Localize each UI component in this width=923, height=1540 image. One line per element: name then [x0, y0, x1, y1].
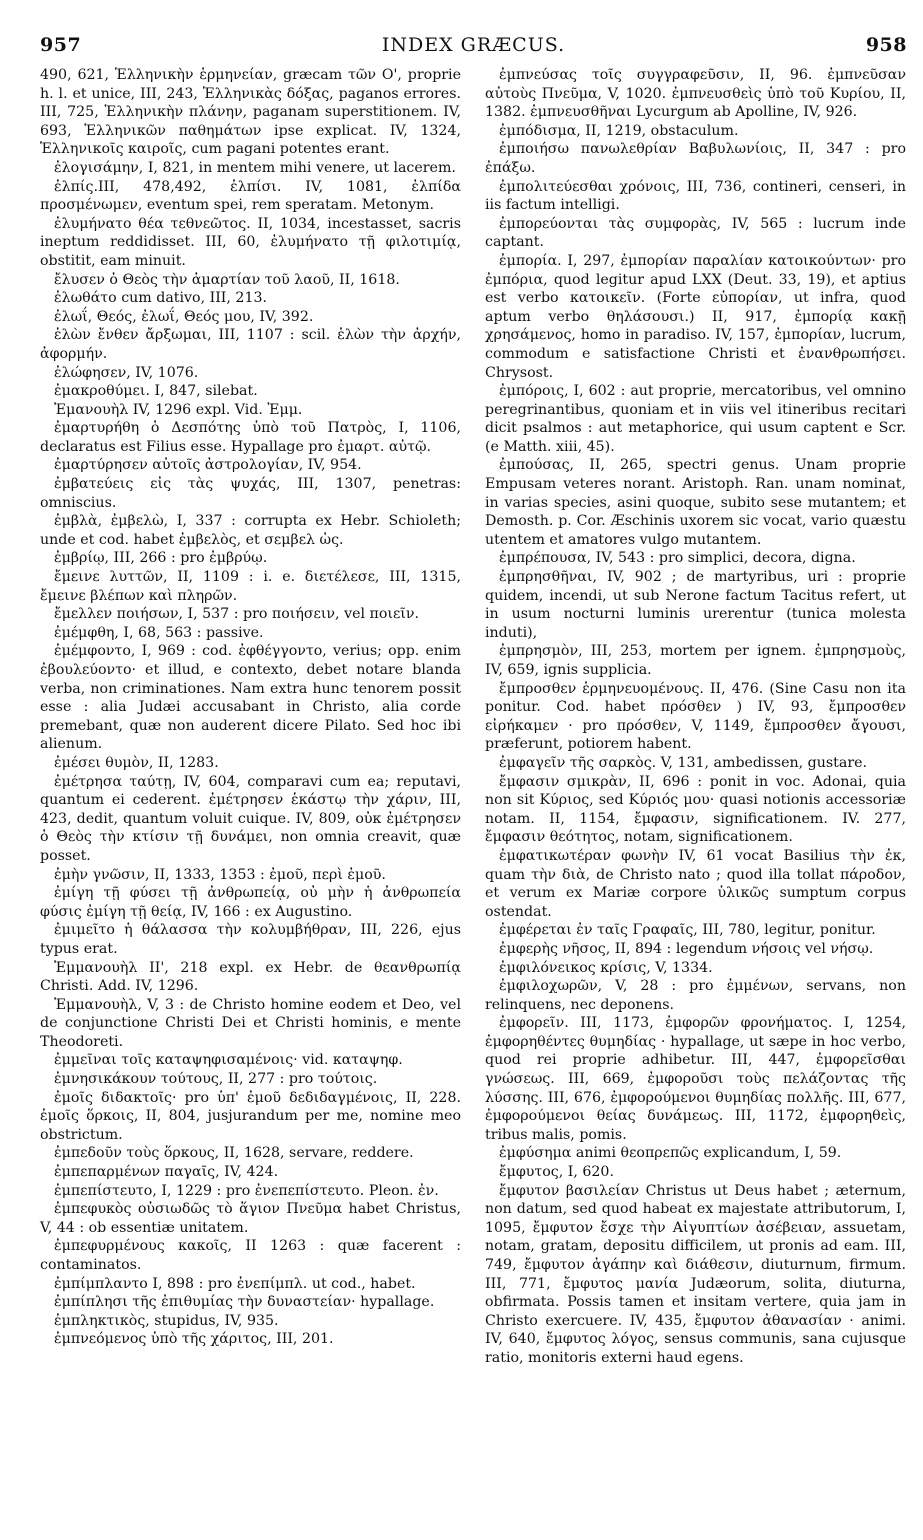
- index-entry: ἐμπρέπουσα, IV, 543 : pro simplici, decora, digna.: [499, 550, 856, 567]
- index-entry: ἐμμεῖναι τοῖς καταψηφισαμένοις· vid. καταψηφ.: [54, 1052, 403, 1069]
- index-entry: Ἐμανουὴλ IV, 1296 expl. Vid. Ἐμμ.: [54, 401, 303, 418]
- index-entry: ἐμαρτυρήθη ὁ Δεσπότης ὑπὸ τοῦ Πατρὸς, I, 1106, declaratus est Filius esse. Hypallage pro ἐμαρτ. αὐτῷ.: [40, 420, 461, 455]
- index-entry: ἐμπρησμὸν, III, 253, mortem per ignem. ἐμπρησμοὺς, IV, 659, ignis supplicia.: [485, 643, 906, 678]
- index-entry: ἐμβατεύεις εἰς τὰς ψυχάς, III, 1307, penetras: omniscius.: [40, 476, 461, 511]
- index-entry: ἐμπίπλησι τῆς ἐπιθυμίας τὴν δυναστείαν· hypallage.: [54, 1294, 435, 1311]
- index-entry: ἐμπρησθῆναι, IV, 902 ; de martyribus, uri : proprie quidem, incendi, ut sub Nerone factum Tacitus refert, ut in usum nocturni luminis urerentur (tunica molesta induti),: [485, 569, 906, 641]
- index-entry: Ἐμμανουὴλ, V, 3 : de Christo homine eodem et Deo, vel de conjunctione Christi Dei et Christi hominis, e mente Theodoreti.: [40, 996, 461, 1050]
- index-entry: ἔλυσεν ὁ Θεὸς τὴν ἁμαρτίαν τοῦ λαοῦ, II, 1618.: [54, 271, 400, 288]
- index-entry: ἐλωθάτο cum dativo, III, 213.: [54, 290, 268, 307]
- page-title: INDEX GRÆCUS.: [381, 34, 566, 56]
- index-entry: ἐμπόδισμα, II, 1219, obstaculum.: [499, 122, 739, 139]
- index-entry: ἐμοῖς διδακτοῖς· pro ὑπ' ἐμοῦ δεδιδαγμένοις, II, 228. ἐμοῖς ὅρκοις, II, 804, jusjurandum per me, nomine meo obstrictum.: [40, 1089, 461, 1143]
- right-column: [485, 66, 906, 1368]
- index-entry: ἐμφορεῖν. III, 1173, ἐμφορῶν φρονήματος. I, 1254, ἐμφορηθέντες θυμηδίας · hypallage, ut sæpe in hoc verbo, quod rei proprie adhibetur. III, 447, ἐμφορεῖσθαι γνώσεως. III, 669, ἐμφοροῦσι τοὺς πελάζοντας τῆς λύσσης. III, 676, ἐμφορούμενοι θυμηδίας πολλῆς. III, 677, ἐμφορούμενοι θείας δυνάμεως. III, 1172, ἐμφορηθεὶς, tribus malis, pomis.: [485, 1015, 906, 1143]
- index-entry: ἐμφιλόνεικος κρίσις, V, 1334.: [499, 959, 713, 976]
- index-entry: ἐμφαγεῖν τῆς σαρκὸς. V, 131, ambedissen, gustare.: [499, 754, 868, 771]
- index-entry: ἐμπεφυρμένους κακοῖς, II 1263 : quæ facerent : contaminatos.: [40, 1238, 461, 1273]
- index-entry: ἐμέσει θυμὸν, II, 1283.: [54, 754, 219, 771]
- index-entry: ἐλυμήνατο θέα τεθνεῶτος. II, 1034, incestasset, sacris ineptum reddidisset. III, 60, ἐλυμήνατο τῇ φιλοτιμίᾳ, obstitit, eam minuit.: [40, 215, 461, 269]
- index-entry: ἐμπορία. I, 297, ἐμπορίαν παραλίαν κατοικούντων· pro ἐμπόρια, quod legitur apud LXX (Deut. 33, 19), et aptius est verbo κατοικεῖν. (Forte εὐπορίαν, ut infra, quod aptum verbo θηλάσουσι.) II, 917, ἐμπορίᾳ κακῇ χρησάμενος, homo in paradiso. IV, 157, ἐμπορίαν, lucrum, commodum e satisfactione Christi et ἐνανθρωπήσει. Chrysost.: [485, 252, 906, 381]
- index-entry: ἐμπεπίστευτο, I, 1229 : pro ἐνεπεπίστευτο. Pleon. ἐν.: [54, 1182, 439, 1199]
- index-entry: ἔμπροσθεν ἑρμηνευομένους. II, 476. (Sine Casu non ita ponitur. Cod. habet πρόσθεν ) IV, 93, ἔμπροσθεν εἰρήκαμεν · pro πρόσθεν, V, 1149, ἔμπροσθεν ἄγουσι, præferunt, potiorem habent.: [485, 680, 906, 753]
- index-entry: ἐμνησικάκουν τούτους, II, 277 : pro τούτοις.: [54, 1071, 378, 1088]
- index-entry: ἐμέμφθη, I, 68, 563 : passive.: [54, 624, 264, 641]
- index-entry: ἐμέτρησα ταύτῃ, IV, 604, comparavi cum ea; reputavi, quantum ei cederent. ἐμέτρησεν ἑκάστῳ τὴν χάριν, III, 423, dedit, quantum voluit cuique. IV, 809, οὐκ ἐμέτρησεν ὁ Θεὸς τὴν κτίσιν τῇ δυνάμει, non omnia creavit, quæ posset.: [40, 773, 461, 864]
- index-entry: ἐμέμφοντο, I, 969 : cod. ἐφθέγγοντο, verius; opp. enim ἐβουλεύοντο· et illud, e contexto, debet notare blanda verba, non criminationes. Nam extra hunc tenorem possit esse : alia Judæi accusabant in Christo, alia corde premebant, quæ non auderent dicere Pilato. Sed hoc ibi alienum.: [40, 643, 461, 753]
- index-entry: ἐμπεφυκὸς οὐσιωδῶς τὸ ἅγιον Πνεῦμα habet Christus, V, 44 : ob essentiæ unitatem.: [40, 1201, 461, 1236]
- index-entry: ἐμακροθύμει. I, 847, silebat.: [54, 383, 258, 400]
- index-entry: ἐμφέρεται ἐν ταῖς Γραφαῖς, III, 780, legitur, ponitur.: [499, 922, 876, 939]
- index-entry: ἔμφυτος, I, 620.: [499, 1164, 614, 1181]
- index-entry: ἔμεινε λυττῶν, II, 1109 : i. e. διετέλεσε, III, 1315, ἔμεινε βλέπων καὶ πληρῶν.: [40, 569, 461, 604]
- two-column-body: [40, 66, 907, 1368]
- index-entry: ἔμφασιν σμικρὰν, II, 696 : ponit in voc. Adonai, quia non sit Κύριος, sed Κύριός μου· quasi notionis accessoriæ notam. II, 1154, ἔμφασιν, significationem. IV. 277, ἔμφασιν θεότητος, notam, significationem.: [485, 773, 906, 846]
- left-column: [40, 66, 461, 1368]
- index-entry: ἐμπνεόμενος ὑπὸ τῆς χάριτος, III, 201.: [54, 1331, 334, 1348]
- index-entry: ἐμαρτύρησεν αὐτοῖς ἀστρολογίαν, IV, 954.: [54, 457, 362, 474]
- index-entry: ἐμφερὴς νῆσος, II, 894 : legendum νήσοις vel νήσῳ.: [499, 940, 874, 957]
- index-entry: ἐμπληκτικὸς, stupidus, IV, 935.: [54, 1312, 279, 1329]
- index-entry: Ἐμμανουὴλ II', 218 expl. ex Hebr. de θεανθρωπίᾳ Christi. Add. IV, 1296.: [40, 959, 461, 995]
- page-number-left: 957: [40, 34, 82, 56]
- page-number-right: 958: [865, 34, 907, 56]
- index-entry: ἐμίγη τῇ φύσει τῇ ἀνθρωπείᾳ, οὐ μὴν ἡ ἀνθρωπεία φύσις ἐμίγη τῇ θείᾳ, IV, 166 : ex Augustino.: [40, 885, 461, 920]
- index-entry: ἐμπορεύονται τὰς συμφορὰς, IV, 565 : lucrum inde captant.: [485, 215, 906, 251]
- index-entry: ἐμπεδοῦν τοὺς ὅρκους, II, 1628, servare, reddere.: [54, 1145, 414, 1162]
- index-entry: ἐλπίς.III, 478,492, ἐλπίσι. IV, 1081, ἐλπίδα προσμένωμεν, eventum spei, rem speratam. Metonym.: [40, 178, 461, 214]
- index-entry: ἐμιμεῖτο ἡ θάλασσα τὴν κολυμβήθραν, III, 226, ejus typus erat.: [40, 922, 461, 957]
- index-entry: ἐμπολιτεύεσθαι χρόνοις, III, 736, contineri, censeri, in iis factum intelligi.: [485, 178, 906, 214]
- index-entry: ἐμποιήσω πανωλεθρίαν Βαβυλωνίοις, II, 347 : pro ἐπάξω.: [485, 141, 906, 176]
- index-entry: ἐμφιλοχωρῶν, V, 28 : pro ἐμμένων, servans, non relinquens, nec deponens.: [485, 978, 906, 1013]
- running-header: [40, 34, 907, 64]
- index-entry: ἔμελλεν ποιήσων, I, 537 : pro ποιήσειν, vel ποιεῖν.: [54, 606, 420, 623]
- index-entry: ἐμπεπαρμένων παγαῖς, IV, 424.: [54, 1164, 279, 1181]
- index-entry: ἐμφύσημα animi θεοπρεπῶς explicandum, I, 59.: [499, 1145, 842, 1162]
- index-entry: ἐμπνεύσας τοῖς συγγραφεῦσιν, II, 96. ἐμπνεῦσαν αὐτοὺς Πνεῦμα, V, 1020. ἐμπνευσθεὶς ὑπὸ τοῦ Κυρίου, II, 1382. ἐμπνευσθῆναι Lycurgum ab Apolline, IV, 926.: [485, 67, 906, 121]
- index-entry: ἐμπόροις, I, 602 : aut proprie, mercatoribus, vel omnino peregrinantibus, quoniam et in viis vel itineribus recitari dicit psalmos : aut metaphorice, qui usum captent e Scr. (e Matth. xiii, 45).: [485, 383, 906, 455]
- index-entry: 490, 621, Ἑλληνικὴν ἑρμηνείαν, græcam τῶν Ο', proprie h. l. et unice, III, 243, Ἑλληνικὰς δόξας, paganos errores. III, 725, Ἑλληνικὴν πλάνην, paganam superstitionem. IV, 693, Ἑλληνικῶν παθημάτων ipse explicat. IV, 1324, Ἑλληνικοῖς καιροῖς, cum pagani potentes erant.: [40, 67, 461, 158]
- index-entry: ἐμβλὰ, ἐμβελὼ, I, 337 : corrupta ex Hebr. Schioleth; unde et cod. habet ἐμβελὸς, et σεμβελ ὡς.: [40, 513, 461, 548]
- index-entry: ἐλογισάμην, I, 821, in mentem mihi venere, ut lacerem.: [54, 159, 456, 176]
- index-entry: ἐμφατικωτέραν φωνὴν IV, 61 vocat Basilius τὴν ἐκ, quam τὴν διὰ, de Christo nato ; quod illa tollat πάροδον, et verum ex Mariæ corpore ὑλικῶς sumptum corpus ostendat.: [485, 847, 906, 920]
- index-entry: ἐμὴν γνῶσιν, II, 1333, 1353 : ἐμοῦ, περὶ ἐμοῦ.: [54, 866, 386, 883]
- index-entry: ἔμφυτον βασιλείαν Christus ut Deus habet ; æternum, non datum, sed quod habeat ex majestate attributorum, I, 1095, ἔμφυτον ἔσχε τὴν Αἰγυπτίων ἀσέβειαν, assuetam, notam, gratam, depositu difficilem, ut pronis ad eam. III, 749, ἔμφυτον ἀγάπην καὶ διάθεσιν, diuturnum, firmum. III, 771, ἔμφυτος μανία Judæorum, solita, diuturna, obfirmata. Possis tamen et insitam vertere, quia jam in Christo exercuere. IV, 435, ἔμφυτον ἀθανασίαν · animi. IV, 640, ἔμφυτος λόγος, sensus communis, sana cujusque ratio, monitoris externi haud egens.: [485, 1182, 906, 1366]
- index-entry: ἐμπίμπλαντο I, 898 : pro ἐνεπίμπλ. ut cod., habet.: [54, 1275, 416, 1292]
- index-entry: ἐμβρίῳ, III, 266 : pro ἐμβρύῳ.: [54, 550, 268, 567]
- index-entry: ἑλὼν ἔνθεν ἄρξωμαι, III, 1107 : scil. ἑλὼν τὴν ἀρχήν, ἀφορμήν.: [40, 327, 461, 362]
- index-entry: ἐλωΐ, Θεός, ἐλωΐ, Θεός μου, IV, 392.: [54, 308, 314, 325]
- index-entry: ἐλώφησεν, IV, 1076.: [54, 364, 199, 381]
- index-entry: ἐμπούσας, II, 265, spectri genus. Unam proprie Empusam veteres norant. Aristoph. Ran. unam nominat, in varias species, asini quoque, subito sese mutantem; et Demosth. p. Cor. Æschinis uxorem sic vocat, vario quæstu utentem et amatores vulgo mutantem.: [485, 457, 906, 548]
